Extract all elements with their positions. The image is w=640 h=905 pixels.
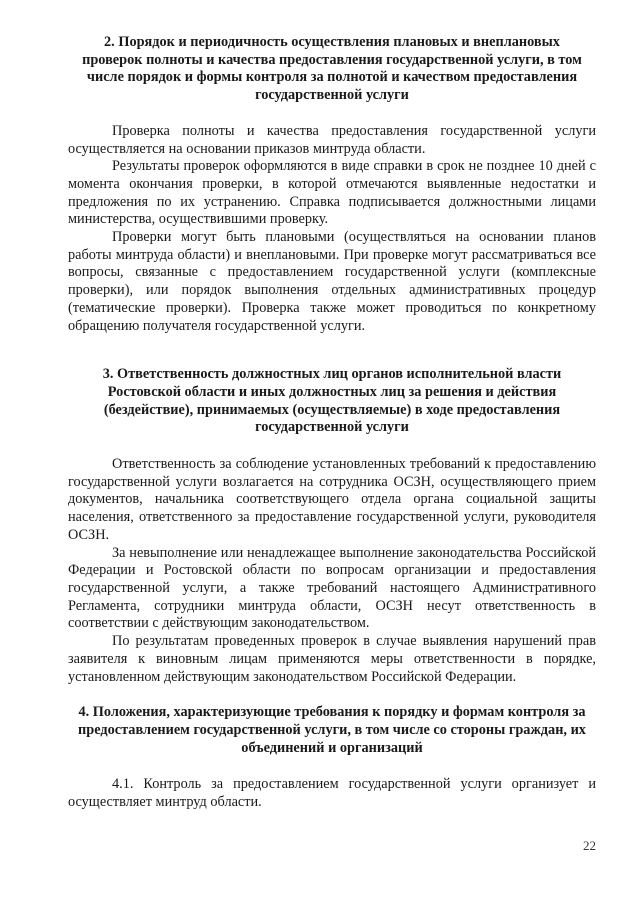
page-number: 22: [583, 838, 596, 853]
section-2-paragraph-2: Результаты проверок оформляются в виде справки в срок не позднее 10 дней с момента окончания проверки, в которой отмечаются выявленные недостатки и предложения по их устранению. Справка подписывается должностными лицами министерства, осуществившими проверку.: [68, 158, 596, 228]
section-4-paragraph-1: 4.1. Контроль за предоставлением государственной услуги организует и осуществляет минтруд области.: [68, 776, 596, 811]
document-page: [68, 34, 596, 812]
section-2-body: [68, 123, 596, 335]
section-3-body: [68, 456, 596, 686]
section-4-body: [68, 776, 596, 811]
section-2-paragraph-3: Проверки могут быть плановыми (осуществляться на основании планов работы минтруда области) и внеплановыми. При проверке могут рассматриваться все вопросы, связанные с предоставлением государственной услуги (комплексные проверки), или порядок выполнения отдельных административных процедур (тематические проверки). Проверка также может проводиться по конкретному обращению получателя государственной услуги.: [68, 229, 596, 334]
section-3-paragraph-2: За невыполнение или ненадлежащее выполнение законодательства Российской Федерации и Ростовской области по вопросам организации и предоставления государственной услуги, а также требований настоящего Административного Регламента, сотрудники минтруда области, ОСЗН несут ответственность в соответствии с действующим законодательством.: [68, 544, 596, 632]
section-2-paragraph-1: Проверка полноты и качества предоставления государственной услуги осуществляется на основании приказов минтруда области.: [68, 122, 596, 157]
section-2-heading: 2. Порядок и периодичность осуществления плановых и внеплановых проверок полноты и качества предоставления государственной услуги, в том числе порядок и формы контроля за полнотой и качеством предоставления государственной услуги: [82, 34, 582, 104]
section-3-paragraph-3: По результатам проведенных проверок в случае выявления нарушений прав заявителя к виновным лицам применяются меры ответственности в порядке, установленном действующим законодательством Российской Федерации.: [68, 633, 596, 685]
section-3-paragraph-1: Ответственность за соблюдение установленных требований к предоставлению государственной услуги возлагается на сотрудника ОСЗН, осуществляющего прием документов, начальника соответствующего отдела органа социальной защиты населения, ответственного за предоставление государственной услуги, руководителя ОСЗН.: [68, 456, 596, 543]
section-4-heading: 4. Положения, характеризующие требования к порядку и формам контроля за предоставлением государственной услуги, в том числе со стороны граждан, их объединений и организаций: [78, 704, 586, 756]
section-3-heading: 3. Ответственность должностных лиц органов исполнительной власти Ростовской области и иных должностных лиц за решения и действия (бездействие), принимаемых (осуществляемые) в ходе предоставления государственной услуги: [102, 366, 562, 436]
